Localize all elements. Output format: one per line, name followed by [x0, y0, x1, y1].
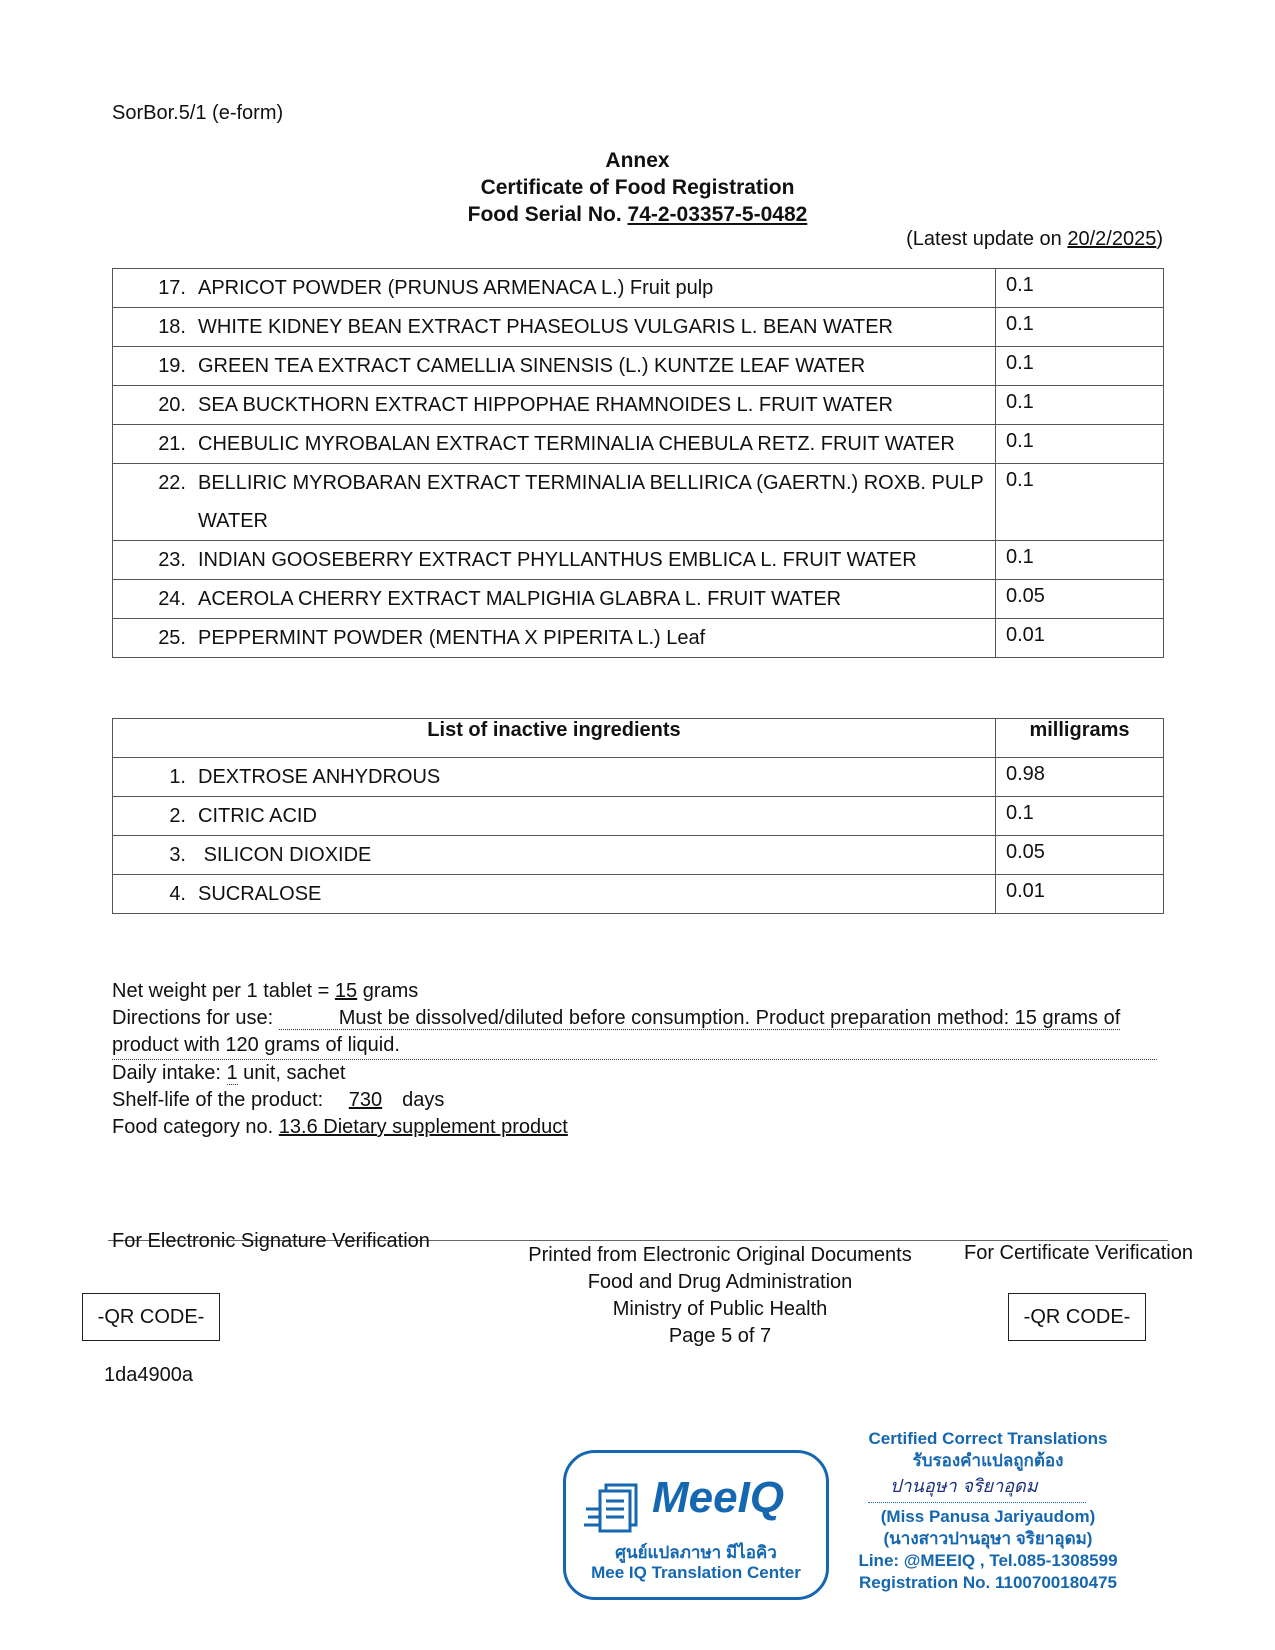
qr-code-left[interactable]: -QR CODE-: [82, 1293, 220, 1341]
inactive-ingredient-name: CITRIC ACID: [198, 805, 317, 827]
active-ingredient-value: 0.1: [996, 541, 1164, 580]
daily-value: 1: [226, 1062, 238, 1084]
translator-name-th: (นางสาวปานอุษา จริยาอุดม): [883, 1529, 1093, 1548]
directions-text-1: Must be dissolved/diluted before consumption. Product preparation method: 15 grams of: [279, 1007, 1121, 1030]
active-ingredient-name: INDIAN GOOSEBERRY EXTRACT PHYLLANTHUS EMBLICA L. FRUIT WATER: [198, 549, 917, 571]
logo-english-name: Mee IQ Translation Center: [591, 1563, 801, 1582]
certified-en: Certified Correct Translations: [868, 1429, 1108, 1448]
shelf-value: 730: [348, 1089, 383, 1111]
shelf-label: Shelf-life of the product:: [112, 1089, 329, 1111]
serial-line: [0, 201, 1275, 228]
certificate-verification-label: For Certificate Verification: [964, 1242, 1193, 1264]
directions-text-2: product with 120 grams of liquid.: [112, 1032, 1157, 1060]
inactive-ingredient-value: 0.01: [996, 875, 1164, 914]
document-title-block: [0, 147, 1275, 228]
inactive-ingredient-item: [113, 831, 995, 874]
active-ingredient-row: [113, 386, 1164, 425]
category-value: 13.6 Dietary supplement product: [278, 1116, 568, 1138]
printed-line-3: Ministry of Public Health: [612, 1298, 828, 1320]
inactive-ingredient-number: 1.: [169, 766, 186, 788]
serial-label: Food Serial No.: [467, 203, 628, 226]
translator-registration: Registration No. 1100700180475: [859, 1573, 1117, 1592]
inactive-ingredient-value: 0.05: [996, 836, 1164, 875]
active-ingredient-item: [113, 303, 995, 346]
active-ingredient-name-cell: [113, 464, 996, 541]
active-ingredient-row: [113, 580, 1164, 619]
active-ingredient-item: [113, 614, 995, 657]
inactive-ingredient-row: [113, 797, 1164, 836]
active-ingredient-row: [113, 619, 1164, 658]
active-ingredient-item: [113, 381, 995, 424]
active-ingredient-name: GREEN TEA EXTRACT CAMELLIA SINENSIS (L.) KUNTZE LEAF WATER: [198, 355, 866, 377]
active-ingredient-name: PEPPERMINT POWDER (MENTHA X PIPERITA L.) Leaf: [198, 627, 706, 649]
inactive-ingredient-name: DEXTROSE ANHYDROUS: [198, 766, 441, 788]
daily-intake-line: [112, 1060, 1167, 1087]
net-weight-label: Net weight per 1 tablet =: [112, 980, 335, 1002]
product-info: [112, 978, 1167, 1141]
active-ingredient-name-cell: [113, 269, 996, 308]
inactive-ingredient-row: [113, 758, 1164, 797]
food-category-line: [112, 1114, 1167, 1141]
update-prefix: (Latest update on: [906, 228, 1068, 250]
document-code: 1da4900a: [104, 1364, 193, 1386]
active-ingredient-number: 24.: [158, 588, 186, 610]
active-ingredients-table: [112, 268, 1164, 658]
page-number: Page 5 of 7: [668, 1325, 772, 1347]
inactive-ingredient-name-cell: [113, 875, 996, 914]
net-weight-unit: grams: [357, 980, 419, 1002]
translator-contact: Line: @MEEIQ , Tel.085-1308599: [858, 1551, 1118, 1570]
form-code: SorBor.5/1 (e-form): [112, 102, 284, 124]
update-date: 20/2/2025: [1067, 228, 1157, 250]
inactive-ingredient-name-cell: [113, 836, 996, 875]
active-ingredient-value: 0.05: [996, 580, 1164, 619]
active-ingredient-value: 0.1: [996, 425, 1164, 464]
active-ingredient-name: ACEROLA CHERRY EXTRACT MALPIGHIA GLABRA L. FRUIT WATER: [198, 588, 842, 610]
active-ingredient-number: 21.: [158, 433, 186, 455]
active-ingredient-name-cell: [113, 386, 996, 425]
directions-label: Directions for use:: [112, 1007, 279, 1029]
category-label: Food category no.: [112, 1116, 279, 1138]
active-ingredient-item: [113, 342, 995, 385]
certified-th: รับรองคำแปลถูกต้อง: [912, 1451, 1064, 1470]
active-ingredient-row: [113, 347, 1164, 386]
inactive-header-name: List of inactive ingredients: [113, 719, 996, 758]
active-ingredient-number: 20.: [158, 394, 186, 416]
active-ingredient-value: 0.01: [996, 619, 1164, 658]
inactive-ingredient-item: [113, 753, 995, 796]
logo-wordmark: MeeIQ: [652, 1473, 785, 1522]
active-ingredient-number: 18.: [158, 316, 186, 338]
active-ingredient-name: CHEBULIC MYROBALAN EXTRACT TERMINALIA CHEBULA RETZ. FRUIT WATER: [198, 433, 955, 455]
active-ingredient-value: 0.1: [996, 308, 1164, 347]
active-ingredient-name-cell: [113, 425, 996, 464]
shelf-unit: days: [402, 1089, 445, 1111]
active-ingredient-item: [113, 264, 995, 307]
inactive-ingredient-item: [113, 870, 995, 913]
active-ingredient-row: [113, 269, 1164, 308]
document-stack-icon: [584, 1479, 654, 1539]
active-ingredient-value: 0.1: [996, 464, 1164, 541]
active-ingredient-name-cell: [113, 580, 996, 619]
annex-heading: Annex: [605, 149, 670, 172]
active-ingredient-name-cell: [113, 541, 996, 580]
active-ingredient-name-cell: [113, 308, 996, 347]
esig-verification-label: For Electronic Signature Verification: [112, 1230, 430, 1252]
serial-number: 74-2-03357-5-0482: [627, 203, 808, 226]
inactive-ingredient-name-cell: [113, 797, 996, 836]
active-ingredient-name-cell: [113, 619, 996, 658]
signature-area: [828, 1472, 1148, 1506]
active-ingredient-number: 19.: [158, 355, 186, 377]
signature-line: [868, 1502, 1086, 1503]
directions-line: [112, 1005, 1167, 1032]
shelf-life-line: [112, 1087, 1167, 1114]
active-ingredient-item: [113, 420, 995, 463]
certificate-title: Certificate of Food Registration: [480, 176, 795, 199]
inactive-ingredient-number: 2.: [169, 805, 186, 827]
certification-block: [828, 1428, 1148, 1594]
active-ingredient-number: 23.: [158, 549, 186, 571]
active-ingredient-item: [113, 575, 995, 618]
active-ingredient-name: BELLIRIC MYROBARAN EXTRACT TERMINALIA BELLIRICA (GAERTN.) ROXB. PULP WATER: [198, 472, 989, 532]
inactive-ingredient-row: [113, 836, 1164, 875]
active-ingredient-name-cell: [113, 347, 996, 386]
active-ingredient-row: [113, 425, 1164, 464]
inactive-ingredient-name: SILICON DIOXIDE: [198, 844, 372, 866]
handwritten-signature: ปานอุษา จริยาอุดม: [890, 1476, 1038, 1497]
active-ingredient-name: APRICOT POWDER (PRUNUS ARMENACA L.) Fruit pulp: [198, 277, 714, 299]
active-ingredient-number: 25.: [158, 627, 186, 649]
net-weight-value: 15: [334, 980, 358, 1002]
inactive-ingredient-number: 3.: [169, 844, 186, 866]
printed-from-block: [470, 1242, 970, 1350]
inactive-ingredient-item: [113, 792, 995, 835]
latest-update: [906, 228, 1163, 251]
net-weight-line: [112, 978, 1167, 1005]
active-ingredient-value: 0.1: [996, 269, 1164, 308]
daily-unit: unit, sachet: [237, 1062, 346, 1084]
inactive-ingredient-value: 0.98: [996, 758, 1164, 797]
inactive-ingredient-name-cell: [113, 758, 996, 797]
active-ingredient-number: 22.: [158, 472, 186, 494]
active-ingredient-row: [113, 308, 1164, 347]
logo-thai-name: ศูนย์แปลภาษา มีไอคิว: [615, 1543, 777, 1562]
daily-label: Daily intake:: [112, 1062, 227, 1084]
translator-name-en: (Miss Panusa Jariyaudom): [880, 1507, 1096, 1526]
active-ingredient-item: [113, 459, 995, 540]
active-ingredient-row: [113, 464, 1164, 541]
qr-code-right[interactable]: -QR CODE-: [1008, 1293, 1146, 1341]
active-ingredient-name: SEA BUCKTHORN EXTRACT HIPPOPHAE RHAMNOIDES L. FRUIT WATER: [198, 394, 893, 416]
inactive-ingredient-value: 0.1: [996, 797, 1164, 836]
active-ingredient-value: 0.1: [996, 347, 1164, 386]
printed-line-2: Food and Drug Administration: [587, 1271, 853, 1293]
active-ingredient-item: [113, 536, 995, 579]
active-ingredient-value: 0.1: [996, 386, 1164, 425]
update-suffix: ): [1156, 228, 1163, 250]
active-ingredient-name: WHITE KIDNEY BEAN EXTRACT PHASEOLUS VULGARIS L. BEAN WATER: [198, 316, 893, 338]
active-ingredient-number: 17.: [158, 277, 186, 299]
inactive-ingredient-row: [113, 875, 1164, 914]
inactive-ingredient-number: 4.: [169, 883, 186, 905]
inactive-ingredient-name: SUCRALOSE: [198, 883, 322, 905]
inactive-header-unit: milligrams: [996, 719, 1164, 758]
active-ingredient-row: [113, 541, 1164, 580]
inactive-ingredients-table: [112, 718, 1164, 914]
translation-center-logo: [563, 1450, 829, 1600]
printed-line-1: Printed from Electronic Original Documents: [528, 1244, 912, 1266]
